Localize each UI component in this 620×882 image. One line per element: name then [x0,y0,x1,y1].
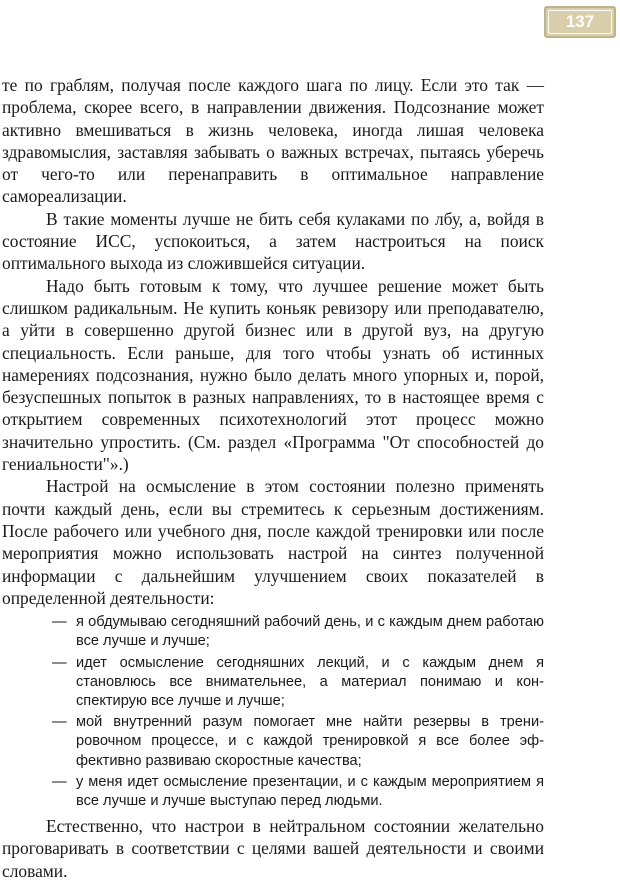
paragraph-5: Естественно, что настрои в нейтральном состоянии желательно проговаривать в соответствии с целями вашей деятельности и своими словами. [2,816,544,881]
body-text [2,74,544,882]
list-item [52,713,544,771]
list-item [52,773,544,811]
list-item [52,654,544,712]
page-number-badge-frame [548,10,612,34]
list-item-text: идет осмысление сегодняшних лекций, и с каждым днем я становлюсь все внимательнее, а материал понимаю и конспектирую все лучше и лучше; [76,654,544,709]
list-dash: — [52,614,67,631]
list-dash: — [52,654,67,671]
paragraph-3: Надо быть готовым к тому, что лучшее решение может быть слишком радикальным. Не купить коньяк ревизору или преподавателю, а уйти в совершенно другой бизнес или в другой вуз, на другую специальность. Если раньше, для того чтобы узнать об истинных намерениях подсознания, нужно было делать много упорных и, порой, безуспешных попыток в разных направлениях, то в настоящее время с открытием современных психотехнологий этот процесс можно значительно упростить. (См. раздел «Программа "От способностей до гениальности"».) [2,275,544,475]
page-number-badge [544,6,616,38]
page-number: 137 [565,12,595,31]
list-dash: — [52,714,67,731]
list-dash: — [52,773,67,790]
paragraph-4: Настрой на осмысление в этом состоянии полезно применять почти каждый день, если вы стремитесь к серьезным достижениям. После рабочего или учебного дня, после каждой тренировки или после мероприятия можно использовать настрой на синтез полученной информации с дальнейшим улучшением своих показателей в определенной деятельности: [2,476,544,608]
list-item-text: у меня идет осмысление презентации, и с каждым мероприятием я все лучше и лучше выступаю перед людьми. [76,773,544,809]
affirmation-list [2,613,544,811]
list-item [52,613,544,651]
paragraph-1: те по граблям, получая после каждого шага по лицу. Если это так — проблема, скорее всего, в направлении движения. Подсознание может активно вмешиваться в жизнь человека, иногда лишая человека здравомыслия, заставляя забывать о важных встречах, пытаясь уберечь от чего-то или перенаправить в оптимальное направление самореализации. [2,75,544,207]
list-item-text: мой внутренний разум помогает мне найти резервы в тренировочном процессе, и с каждой тренировкой я все более эффективно развиваю скоростные качества; [76,714,544,769]
list-item-text: я обдумываю сегодняшний рабочий день, и с каждым днем работаю все лучше и лучше; [76,614,544,650]
paragraph-2: В такие моменты лучше не бить себя кулаками по лбу, а, войдя в состояние ИСС, успокоиться, а затем настроиться на поиск оптимального выхода из сложившейся ситуации. [2,208,544,274]
